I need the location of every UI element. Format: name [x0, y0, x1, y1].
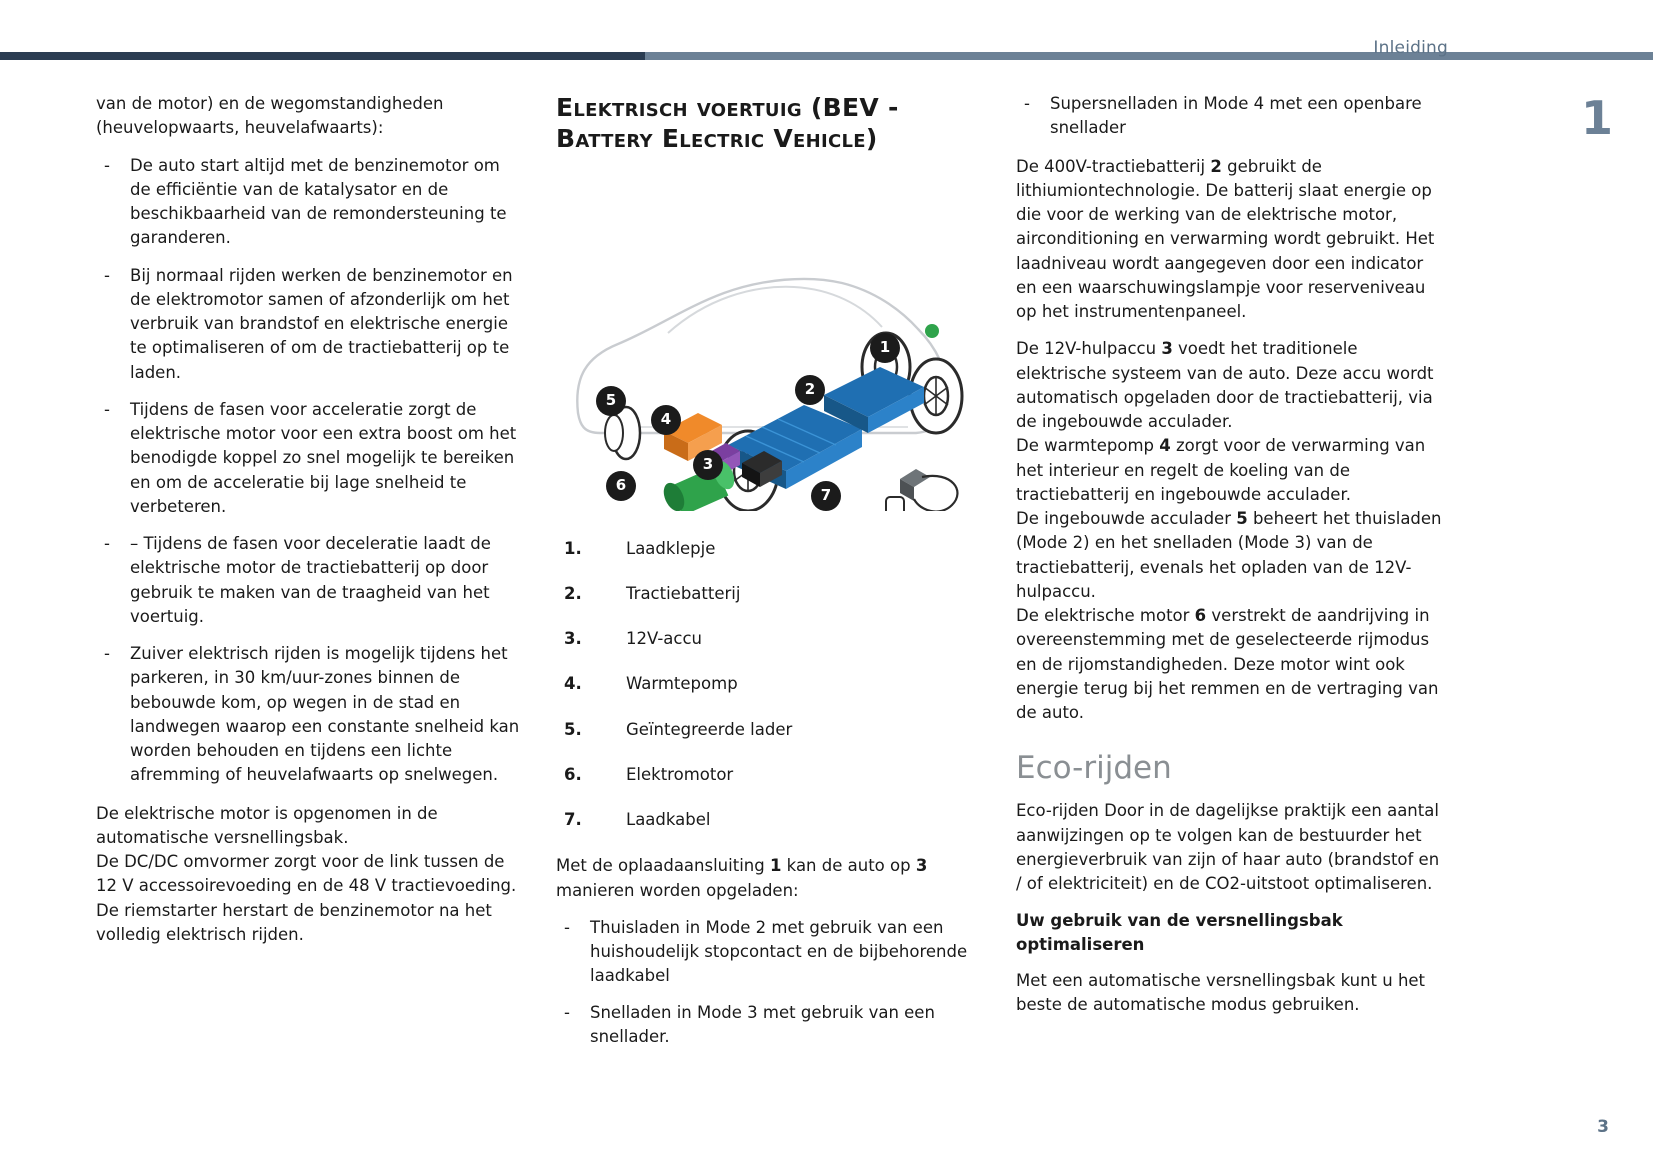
legend-item-5 [556, 718, 968, 742]
charging-modes-list-continued [1016, 92, 1448, 141]
list-item: - Tijdens de fasen voor acceleratie zorgt de elektrische motor voor een extra boost om het benodigde koppel zo snel mogelijk te bereiken en om de acceleratie bij lage snelheid te verbeteren. [96, 398, 521, 519]
callout-3: 3 [693, 450, 723, 480]
list-item: - Thuisladen in Mode 2 met gebruik van een huishoudelijk stopcontact en de bijbehorende laadkabel [556, 916, 968, 989]
list-item: - Zuiver elektrisch rijden is mogelijk tijdens het parkeren, in 30 km/uur-zones binnen de bebouwde kom, op wegen in de stad en landwegen waarop een constante snelheid kan worden behouden en tijdens een lichte afremming of heuvelafwaarts op snelwegen. [96, 642, 521, 788]
text-fragment: gebruikt de lithiumiontechnologie. De batterij slaat energie op die voor de werking van de elektrische motor, airconditioning en verwarming wordt gebruikt. Het laadniveau wordt aangegeven door een indicator en een waarschuwingslampje voor reserveniveau op het instrumentenpaneel. [1016, 156, 1435, 321]
callout-1: 1 [870, 333, 900, 363]
eco-driving-heading: Eco-rijden [1016, 750, 1172, 787]
ref-number: 6 [1194, 606, 1207, 625]
charging-cable-part [886, 469, 957, 511]
legend-number: 6. [564, 764, 582, 784]
eco-gearbox-paragraph: Met een automatische versnellingsbak kunt u het beste de automatische modus gebruiken. [1016, 971, 1426, 1015]
legend-item-7 [556, 808, 968, 832]
list-item: - Snelladen in Mode 3 met gebruik van een snellader. [556, 1001, 968, 1050]
text-fragment: De 12V-hulpaccu [1016, 339, 1162, 359]
paragraph-belt-starter: De riemstarter herstart de benzinemotor na het volledig elektrisch rijden. [96, 900, 492, 944]
paragraph-heat-pump [1016, 434, 1448, 507]
section-label: Inleiding [1373, 38, 1448, 58]
header-rule-light [645, 52, 1653, 60]
header-rule-dark [0, 52, 645, 60]
legend-number: 1. [564, 538, 582, 558]
text-fragment: zorgt voor de verwarming van het interieur en regelt de koeling van de tractiebatterij en ingebouwde acculader. [1016, 436, 1426, 504]
charge-flap-marker [925, 324, 939, 338]
legend-number: 5. [564, 719, 582, 739]
car-roofline [668, 286, 882, 332]
charging-intro-e: manieren worden opgeladen: [556, 880, 799, 900]
legend-number: 7. [564, 810, 582, 829]
paragraph-traction-battery [1016, 155, 1448, 325]
legend-label: Tractiebatterij [626, 583, 741, 603]
charging-modes-list [556, 916, 968, 1049]
diagram-legend [556, 537, 968, 833]
legend-label: Elektromotor [626, 764, 734, 784]
text-fragment: De warmtepomp [1016, 436, 1160, 456]
text-fragment: voedt het traditionele elektrische systeem van de auto. Deze accu wordt automatisch opgeladen door de tractiebatterij, via de ingebouwde acculader. [1016, 339, 1434, 431]
callout-5: 5 [596, 386, 626, 416]
paragraph-electric-motor: De elektrische motor is opgenomen in de automatische versnellingsbak. [96, 803, 438, 847]
legend-item-1 [556, 537, 968, 561]
legend-label: Warmtepomp [626, 674, 738, 694]
legend-number: 4. [564, 674, 582, 694]
ref-number: 2 [1210, 156, 1222, 176]
paragraph-integrated-charger [1016, 507, 1448, 604]
text-fragment: De 400V-tractiebatterij [1016, 156, 1211, 176]
text-fragment: verstrekt de aandrijving in overeenstemming met de geselecteerde rijmodus en de rijomstandigheden. Deze motor wint ook energie terug bij het remmen en de vertraging van de auto. [1016, 606, 1439, 722]
page-title: Elektrisch voertuig (BEV - Battery Electric Vehicle) [556, 93, 899, 154]
legend-item-6 [556, 763, 968, 787]
charging-intro-ref-1: 1 [769, 856, 782, 876]
hybrid-bullet-list [96, 154, 521, 788]
legend-item-3 [556, 627, 968, 651]
intro-paragraph: van de motor) en de wegomstandigheden (heuvelopwaarts, heuvelafwaarts): [96, 94, 444, 138]
charging-intro-c: kan de auto op [781, 856, 916, 876]
ref-number: 4 [1159, 436, 1171, 456]
callout-6: 6 [606, 471, 636, 501]
page-number: 3 [1597, 1117, 1609, 1137]
ref-number: 3 [1161, 339, 1173, 359]
charging-intro-a: Met de oplaadaansluiting [556, 856, 770, 876]
chapter-number: 1 [1580, 91, 1613, 145]
eco-driving-paragraph: Eco-rijden Door in de dagelijkse praktijk een aantal aanwijzingen op te volgen kan de bestuurder het energieverbruik van zijn of haar auto (brandstof en / of elektriciteit) en de CO2-uitstoot optimaliseren. [1016, 801, 1440, 894]
column-left [96, 92, 521, 960]
paragraph-dcdc: De DC/DC omvormer zorgt voor de link tussen de 12 V accessoirevoeding en de 48 V tractievoeding. [96, 852, 517, 896]
list-item: - Supersnelladen in Mode 4 met een openbare snellader [1016, 92, 1448, 141]
legend-label: 12V-accu [626, 629, 702, 648]
legend-number: 3. [564, 629, 582, 648]
callout-2: 2 [795, 375, 825, 405]
bev-vehicle-diagram [556, 181, 968, 511]
vehicle-illustration-svg [556, 181, 968, 511]
charging-intro-ref-3: 3 [915, 856, 928, 876]
paragraph-12v-battery [1016, 337, 1448, 434]
text-fragment: beheert het thuisladen (Mode 2) en het snelladen (Mode 3) van de tractiebatterij, evenals het opladen van de 12V-hulpaccu. [1016, 509, 1442, 601]
ref-number: 5 [1236, 509, 1248, 528]
eco-gearbox-subheading: Uw gebruik van de versnellingsbak optimaliseren [1016, 911, 1343, 955]
list-item: - De auto start altijd met de benzinemotor om de efficiëntie van de katalysator en de beschikbaarheid van de remondersteuning te garanderen. [96, 154, 521, 251]
legend-label: Laadkabel [626, 810, 711, 829]
column-middle [556, 92, 968, 1063]
legend-label: Laadklepje [626, 538, 716, 558]
legend-label: Geïntegreerde lader [626, 719, 793, 739]
text-fragment: De elektrische motor [1016, 606, 1195, 625]
charging-intro-paragraph [556, 854, 968, 903]
legend-number: 2. [564, 583, 582, 603]
text-fragment: De ingebouwde acculader [1016, 509, 1237, 528]
legend-item-4 [556, 672, 968, 696]
paragraph-electric-motor [1016, 604, 1448, 725]
legend-item-2 [556, 582, 968, 606]
column-right [1016, 92, 1448, 1031]
callout-4: 4 [651, 405, 681, 435]
list-item: - – Tijdens de fasen voor deceleratie laadt de elektrische motor de tractiebatterij op door gebruik te maken van de traagheid van het voertuig. [96, 532, 521, 629]
list-item: - Bij normaal rijden werken de benzinemotor en de elektromotor samen of afzonderlijk om het verbruik van brandstof en elektrische energie te optimaliseren of om de tractiebatterij op te laden. [96, 264, 521, 385]
callout-7: 7 [811, 481, 841, 511]
